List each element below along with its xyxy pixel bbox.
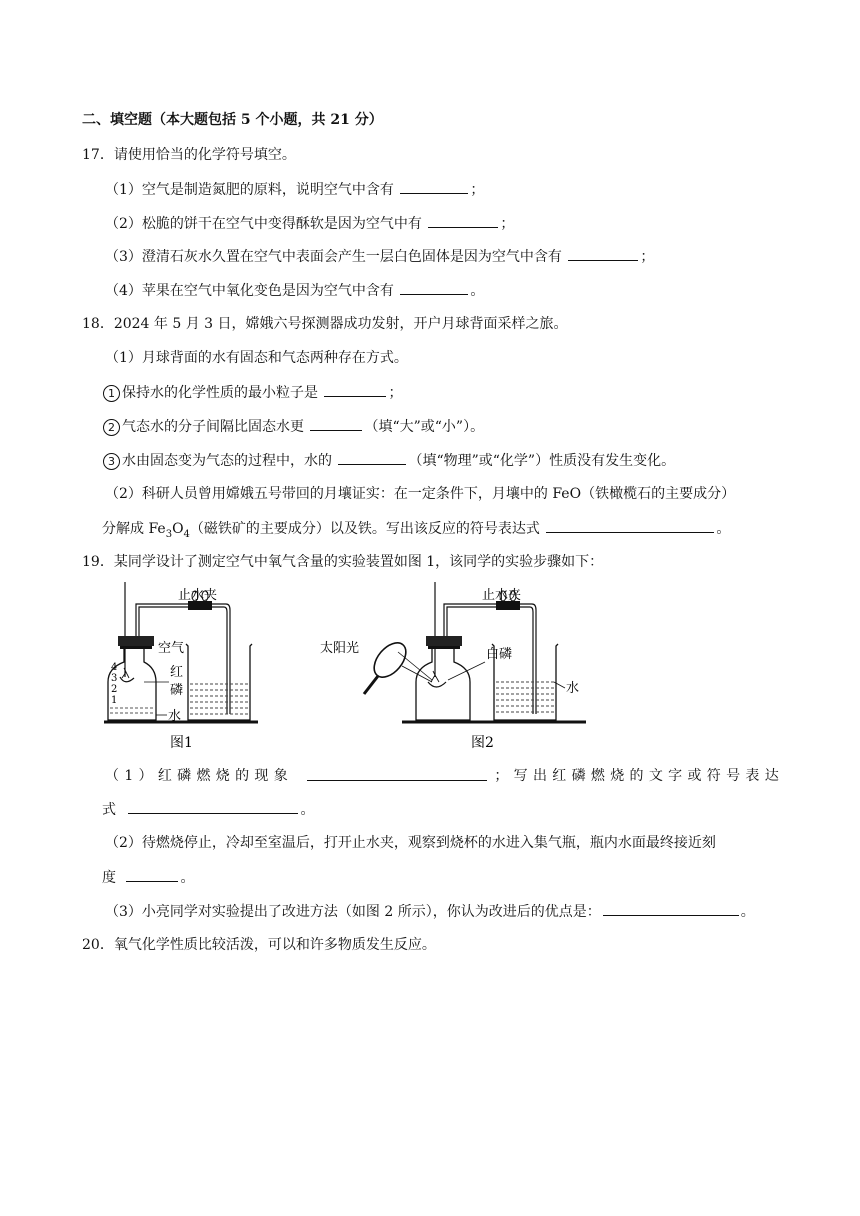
q17-stem: 17．请使用恰当的化学符号填空。 xyxy=(82,147,296,163)
char: 磷 xyxy=(571,768,586,784)
answer-blank[interactable] xyxy=(338,450,406,465)
char: 红 xyxy=(157,768,172,784)
subscript: 4 xyxy=(183,528,190,540)
fig2-caption: 图2 xyxy=(471,735,494,751)
fig2-white-phosphorus-label: 白磷 xyxy=(486,647,513,662)
char: 燃 xyxy=(590,768,605,784)
q20-stem: 20．氧气化学性质比较活泼，可以和许多物质发生反应。 xyxy=(82,937,436,953)
fig2-sunlight-label: 太阳光 xyxy=(320,641,360,656)
char: 字 xyxy=(668,768,683,784)
answer-blank[interactable] xyxy=(310,416,362,431)
fig1-water-label: 水 xyxy=(168,709,182,724)
fig1-clamp-label: 止水夹 xyxy=(178,588,218,603)
q18-part1: （1）月球背面的水有固态和气态两种存在方式。 xyxy=(105,350,408,366)
q18-sub3 xyxy=(103,450,675,471)
char: 达 xyxy=(764,768,779,784)
section-title: 二、填空题（本大题包括 5 个小题，共 21 分） xyxy=(82,112,383,128)
char: （ xyxy=(105,768,119,784)
fig2-water-label: 水 xyxy=(566,681,580,696)
fig2-clamp-label: 止水夹 xyxy=(482,588,522,603)
q18-stem: 18．2024 年 5 月 3 日，嫦娥六号探测器成功发射，开户月球背面采样之旅。 xyxy=(82,316,568,332)
q18-part2-pre: 分解成 Fe xyxy=(102,521,166,537)
q18-part2-end: 。 xyxy=(716,521,731,537)
q19-stem: 19．某同学设计了测定空气中氧气含量的实验装置如图 1，该同学的实验步骤如下： xyxy=(82,554,604,570)
q18-sub1-end: ； xyxy=(388,385,403,401)
char: 现 xyxy=(254,768,269,784)
q17-part2 xyxy=(105,213,514,234)
char: ） xyxy=(138,768,153,784)
char: 符 xyxy=(706,768,721,784)
char: 的 xyxy=(235,768,250,784)
q18-sub2 xyxy=(103,416,484,437)
fig1-red-label-1: 红 xyxy=(170,665,184,680)
q19-part1-line1 xyxy=(105,766,779,786)
answer-blank[interactable] xyxy=(126,867,178,882)
char: 1 xyxy=(124,768,134,784)
q17-part4 xyxy=(105,280,484,301)
figure-1-apparatus xyxy=(100,582,265,752)
q18-sub2-end: （填“大”或“小”）。 xyxy=(364,419,485,435)
char: 红 xyxy=(552,768,567,784)
answer-blank[interactable] xyxy=(546,518,714,533)
fig1-tick-4: 4 xyxy=(111,662,118,673)
q18-sub3-text: 水由固态变为气态的过程中，水的 xyxy=(122,453,332,469)
figure-2-apparatus xyxy=(310,582,590,752)
q18-sub1 xyxy=(103,382,402,403)
answer-blank[interactable] xyxy=(324,382,386,397)
char: 烧 xyxy=(610,768,625,784)
fig1-tick-1: 1 xyxy=(111,695,118,706)
answer-blank[interactable] xyxy=(603,901,739,916)
char: 燃 xyxy=(196,768,211,784)
fig1-air-label: 空气 xyxy=(158,641,185,656)
q18-sub3-end: （填“物理”或“化学”）性质没有发生变化。 xyxy=(408,453,676,469)
answer-blank[interactable] xyxy=(428,213,498,228)
q19-part3-text: （3）小亮同学对实验提出了改进方法（如图 2 所示），你认为改进后的优点是： xyxy=(105,904,601,920)
q17-part1 xyxy=(105,179,484,200)
q18-sub1-text: 保持水的化学性质的最小粒子是 xyxy=(122,385,318,401)
answer-blank[interactable] xyxy=(307,766,487,781)
q19-part1-word: 式 xyxy=(102,802,116,818)
q17-part3-text: （3）澄清石灰水久置在空气中表面会产生一层白色固体是因为空气中含有 xyxy=(105,249,562,265)
fig1-tick-3: 3 xyxy=(111,673,118,684)
q17-part3 xyxy=(105,246,654,267)
answer-blank[interactable] xyxy=(400,179,468,194)
answer-blank[interactable] xyxy=(400,280,468,295)
char: 磷 xyxy=(177,768,192,784)
q17-part4-text: （4）苹果在空气中氧化变色是因为空气中含有 xyxy=(105,283,394,299)
char: 号 xyxy=(726,768,741,784)
circled-number-1: 1 xyxy=(103,385,120,402)
subscript: 3 xyxy=(165,528,173,540)
q18-part2-post: （磁铁矿的主要成分）以及铁。写出该反应的符号表达式 xyxy=(189,521,540,537)
q19-part3 xyxy=(105,901,755,922)
q17-part3-end: ； xyxy=(640,249,655,265)
q18-part2-line1: （2）科研人员曾用嫦娥五号带回的月壤证实：在一定条件下，月壤中的 FeO（铁橄榄石的主要成分） xyxy=(105,486,736,502)
fig1-tick-2: 2 xyxy=(111,684,118,695)
q19-part3-end: 。 xyxy=(740,904,755,920)
q19-part1-end: 。 xyxy=(300,802,315,818)
fig1-caption: 图1 xyxy=(170,735,193,751)
q19-part2-line1: （2）待燃烧停止，冷却至室温后，打开止水夹，观察到烧杯的水进入集气瓶，瓶内水面最终接近刻 xyxy=(105,835,716,851)
char: 的 xyxy=(629,768,644,784)
q17-part4-end: 。 xyxy=(470,283,485,299)
q17-part2-text: （2）松脆的饼干在空气中变得酥软是因为空气中有 xyxy=(105,216,422,232)
q19-part2-word: 度 xyxy=(102,870,116,886)
char: 烧 xyxy=(215,768,230,784)
char: 文 xyxy=(648,768,663,784)
q19-part2-end: 。 xyxy=(180,870,195,886)
q18-sub2-text: 气态水的分子间隔比固态水更 xyxy=(122,419,304,435)
char: ； xyxy=(494,768,509,784)
circled-number-3: 3 xyxy=(103,453,120,470)
q17-part1-text: （1）空气是制造氮肥的原料，说明空气中含有 xyxy=(105,182,394,198)
char: 出 xyxy=(532,768,547,784)
circled-number-2: 2 xyxy=(103,419,120,436)
q17-part2-end: ； xyxy=(500,216,515,232)
char: 写 xyxy=(513,768,528,784)
char: 或 xyxy=(687,768,702,784)
q19-part2-line2 xyxy=(102,867,194,888)
q17-part1-end: ； xyxy=(470,182,485,198)
fig1-red-label-2: 磷 xyxy=(170,683,184,698)
q19-part1-line2 xyxy=(102,799,314,820)
char: 表 xyxy=(745,768,760,784)
answer-blank[interactable] xyxy=(128,799,298,814)
answer-blank[interactable] xyxy=(568,246,638,261)
q18-part2-mid: O xyxy=(172,521,184,537)
char: 象 xyxy=(273,768,288,784)
q18-part2-line2 xyxy=(102,518,730,545)
